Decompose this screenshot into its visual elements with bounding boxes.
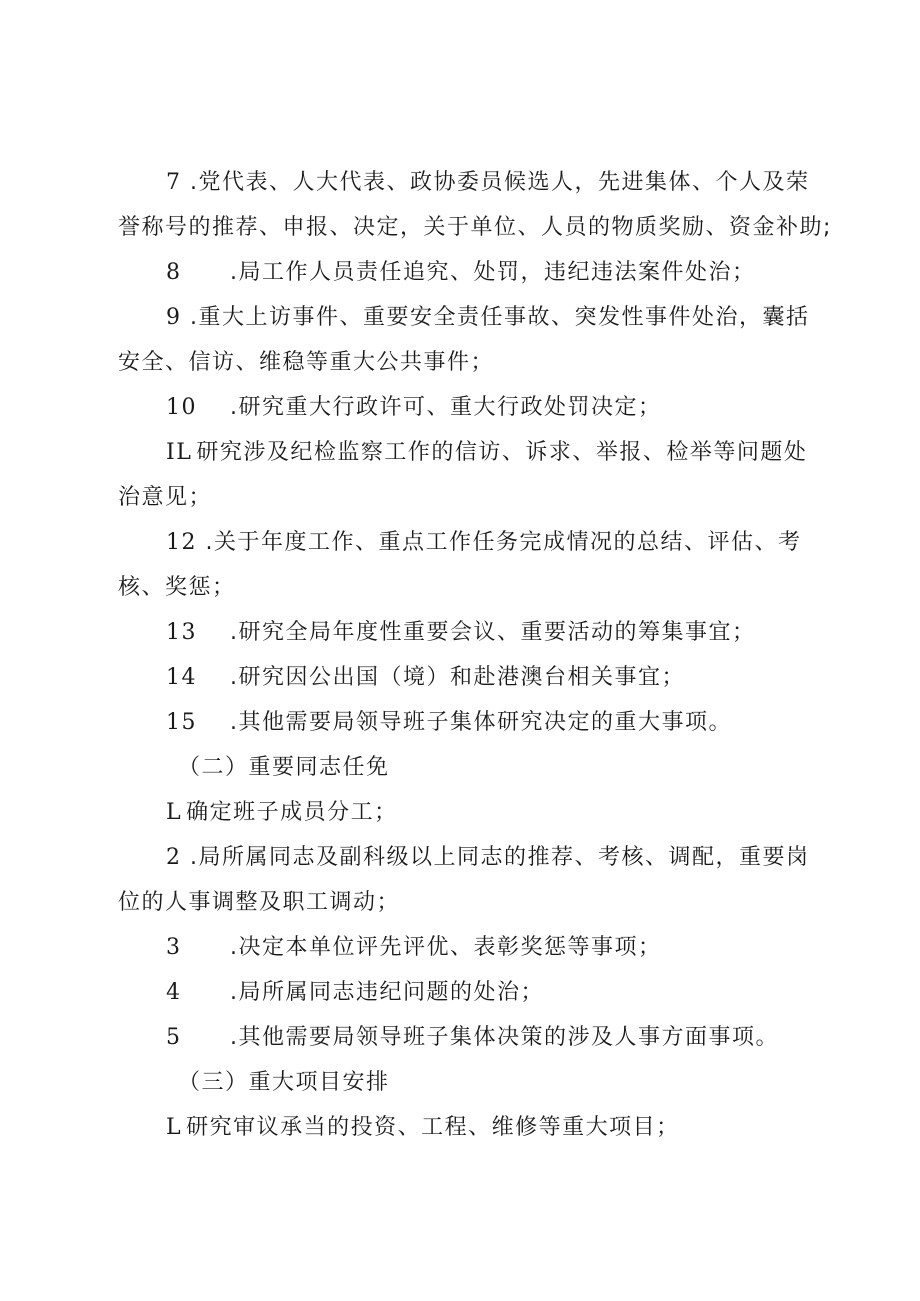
item-text: .研究因公出国（境）和赴港澳台相关事宜； [230,665,685,690]
item-number: 4 [166,980,182,1005]
section2-item-3 [118,925,808,970]
item-text: .局所属同志违纪问题的处治； [230,980,544,1005]
list-item-9 [118,295,808,340]
list-item-12-continuation [118,565,808,610]
list-item-11 [118,430,808,475]
item-text: .决定本单位评先评优、表彰奖惩等事项； [230,935,662,960]
item-text: .其他需要局领导班子集体决策的涉及人事方面事项。 [230,1025,779,1050]
item-text: 研究审议承当的投资、工程、维修等重大项目； [186,1115,680,1140]
section2-item-5 [118,1015,808,1060]
item-number: 10 [166,395,197,420]
item-text: 位的人事调整及职工调动； [118,890,401,915]
item-number: 13 [166,620,197,645]
item-text: 核、奖惩； [118,575,236,600]
item-number: 14 [166,665,197,690]
item-number: L [166,800,183,825]
list-item-11-continuation [118,475,808,520]
section2-item-2 [118,835,808,880]
item-text: .局工作人员责任追究、处罚，违纪违法案件处治； [230,260,756,285]
item-number: 2 [166,845,182,870]
list-item-14 [118,655,808,700]
item-number: 9 [166,305,182,330]
item-number: L [166,1115,183,1140]
item-number: IL [166,440,193,465]
item-text: .重大上访事件、重要安全责任事故、突发性事件处治，囊括 [181,305,810,330]
list-item-15 [118,700,808,745]
section-heading-2: （二）重要同志任免 [178,755,390,780]
document-body [118,160,832,1150]
list-item-12 [118,520,808,565]
section-heading-3: （三）重大项目安排 [178,1070,390,1095]
item-text: .党代表、人大代表、政协委员候选人，先进集体、个人及荣 [181,170,810,195]
item-text: 确定班子成员分工； [186,800,398,825]
section2-item-2-continuation [118,880,808,925]
list-item-13 [118,610,808,655]
item-number: 5 [166,1025,182,1050]
list-item-9-continuation [118,340,808,385]
item-text: 治意见； [118,485,213,510]
section3-item-1 [118,1105,808,1150]
item-text: .局所属同志及副科级以上同志的推荐、考核、调配，重要岗 [181,845,810,870]
item-text: .研究重大行政许可、重大行政处罚决定； [230,395,662,420]
list-item-10 [118,385,808,430]
item-number: 7 [166,170,182,195]
item-text: .研究全局年度性重要会议、重要活动的筹集事宜； [230,620,756,645]
section2-item-1 [118,790,808,835]
item-text: .其他需要局领导班子集体研究决定的重大事项。 [230,710,732,735]
item-text: .关于年度工作、重点工作任务完成情况的总结、评估、考 [197,530,802,555]
list-item-7-continuation [118,205,832,250]
list-item-8 [118,250,808,295]
item-number: 15 [166,710,197,735]
item-number: 8 [166,260,182,285]
list-item-7 [118,160,808,205]
item-number: 3 [166,935,182,960]
item-number: 12 [166,530,197,555]
item-text: 安全、信访、维稳等重大公共事件； [118,350,495,375]
section2-item-4 [118,970,808,1015]
item-text: 誉称号的推荐、申报、决定，关于单位、人员的物质奖励、资金补助; [118,215,832,240]
item-text: 研究涉及纪检监察工作的信访、诉求、举报、检举等问题处 [196,440,808,465]
